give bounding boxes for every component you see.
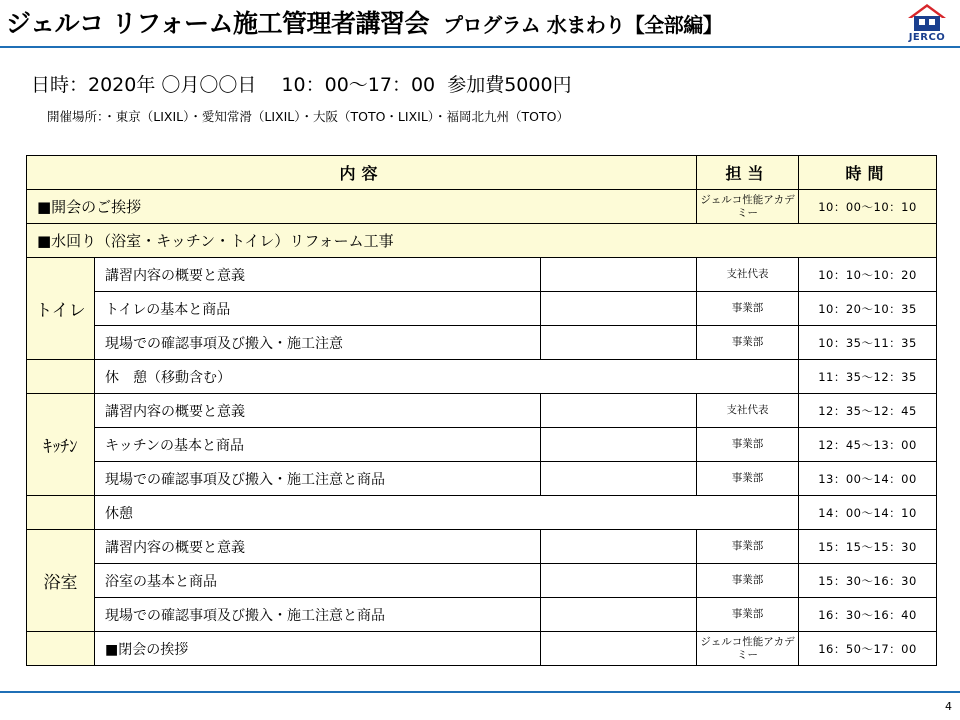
item-label: 講習内容の概要と意義 (95, 394, 541, 428)
item-responsible: 事業部 (697, 292, 799, 326)
item-time: 16：30～16：40 (799, 598, 937, 632)
header-responsible: 担当 (697, 156, 799, 190)
item-label: キッチンの基本と商品 (95, 428, 541, 462)
blank-cell (541, 462, 697, 496)
opening-time: 10：00～10：10 (799, 190, 937, 224)
table-row (27, 598, 937, 632)
item-responsible: 事業部 (697, 564, 799, 598)
blank-cell (541, 530, 697, 564)
blank-cell (541, 326, 697, 360)
table-row (27, 394, 937, 428)
item-label: 浴室の基本と商品 (95, 564, 541, 598)
break-label: 休 憩（移動含む） (95, 360, 799, 394)
title-bar (6, 4, 896, 44)
table-row (27, 530, 937, 564)
page-title: ジェルコ リフォーム施工管理者講習会 (6, 9, 429, 38)
item-time: 10：35～11：35 (799, 326, 937, 360)
table-row (27, 258, 937, 292)
closing-responsible: ジェルコ性能アカデミー (697, 632, 799, 666)
page-subtitle: プログラム 水まわり【全部編】 (442, 13, 723, 37)
blank-cell (541, 292, 697, 326)
category-toilet: トイレ (27, 258, 95, 360)
blank-cell (541, 428, 697, 462)
item-label: 現場での確認事項及び搬入・施工注意 (95, 326, 541, 360)
opening-row (27, 190, 937, 224)
blank-cell (27, 632, 95, 666)
blank-cell (27, 360, 95, 394)
item-time: 12：45～13：00 (799, 428, 937, 462)
logo-text: JERCO (908, 32, 946, 43)
closing-row (27, 632, 937, 666)
house-logo-icon (902, 2, 952, 32)
item-time: 10：20～10：35 (799, 292, 937, 326)
item-responsible: 支社代表 (697, 258, 799, 292)
closing-label: ■閉会の挨拶 (95, 632, 541, 666)
item-responsible: 事業部 (697, 428, 799, 462)
schedule-table (26, 155, 937, 666)
table-row (27, 428, 937, 462)
break-time: 14：00～14：10 (799, 496, 937, 530)
table-row (27, 326, 937, 360)
page-number: 4 (945, 700, 952, 713)
section-row (27, 224, 937, 258)
blank-cell (541, 564, 697, 598)
blank-cell (541, 598, 697, 632)
category-kitchen: ｷｯﾁﾝ (27, 394, 95, 496)
break-row (27, 496, 937, 530)
item-label: 現場での確認事項及び搬入・施工注意と商品 (95, 598, 541, 632)
closing-time: 16：50～17：00 (799, 632, 937, 666)
item-label: 講習内容の概要と意義 (95, 258, 541, 292)
item-time: 15：15～15：30 (799, 530, 937, 564)
item-responsible: 事業部 (697, 326, 799, 360)
item-responsible: 支社代表 (697, 394, 799, 428)
title-divider (0, 46, 960, 48)
event-datetime: 日時：2020年 〇月〇〇日 10：00～17：00 参加費5000円 (31, 74, 572, 96)
blank-cell (541, 258, 697, 292)
header-content: 内容 (27, 156, 697, 190)
item-responsible: 事業部 (697, 598, 799, 632)
blank-cell (27, 496, 95, 530)
table-row (27, 462, 937, 496)
opening-label: ■開会のご挨拶 (27, 190, 697, 224)
break-row (27, 360, 937, 394)
item-responsible: 事業部 (697, 530, 799, 564)
footer-divider (0, 691, 960, 693)
opening-responsible: ジェルコ性能アカデミー (697, 190, 799, 224)
item-time: 15：30～16：30 (799, 564, 937, 598)
item-time: 10：10～10：20 (799, 258, 937, 292)
table-row (27, 564, 937, 598)
category-bath: 浴室 (27, 530, 95, 632)
break-time: 11：35～12：35 (799, 360, 937, 394)
event-venues: 開催場所：・東京（LIXIL）・愛知常滑（LIXIL）・大阪（TOTO・LIXIL）・福岡北九州（TOTO） (47, 109, 569, 124)
blank-cell (541, 394, 697, 428)
item-label: 講習内容の概要と意義 (95, 530, 541, 564)
item-label: トイレの基本と商品 (95, 292, 541, 326)
jerco-logo (902, 2, 952, 44)
item-responsible: 事業部 (697, 462, 799, 496)
item-time: 12：35～12：45 (799, 394, 937, 428)
table-header-row (27, 156, 937, 190)
item-time: 13：00～14：00 (799, 462, 937, 496)
break-label: 休憩 (95, 496, 799, 530)
item-label: 現場での確認事項及び搬入・施工注意と商品 (95, 462, 541, 496)
section-label: ■水回り（浴室・キッチン・トイレ）リフォーム工事 (27, 224, 937, 258)
table-row (27, 292, 937, 326)
header-time: 時間 (799, 156, 937, 190)
blank-cell (541, 632, 697, 666)
